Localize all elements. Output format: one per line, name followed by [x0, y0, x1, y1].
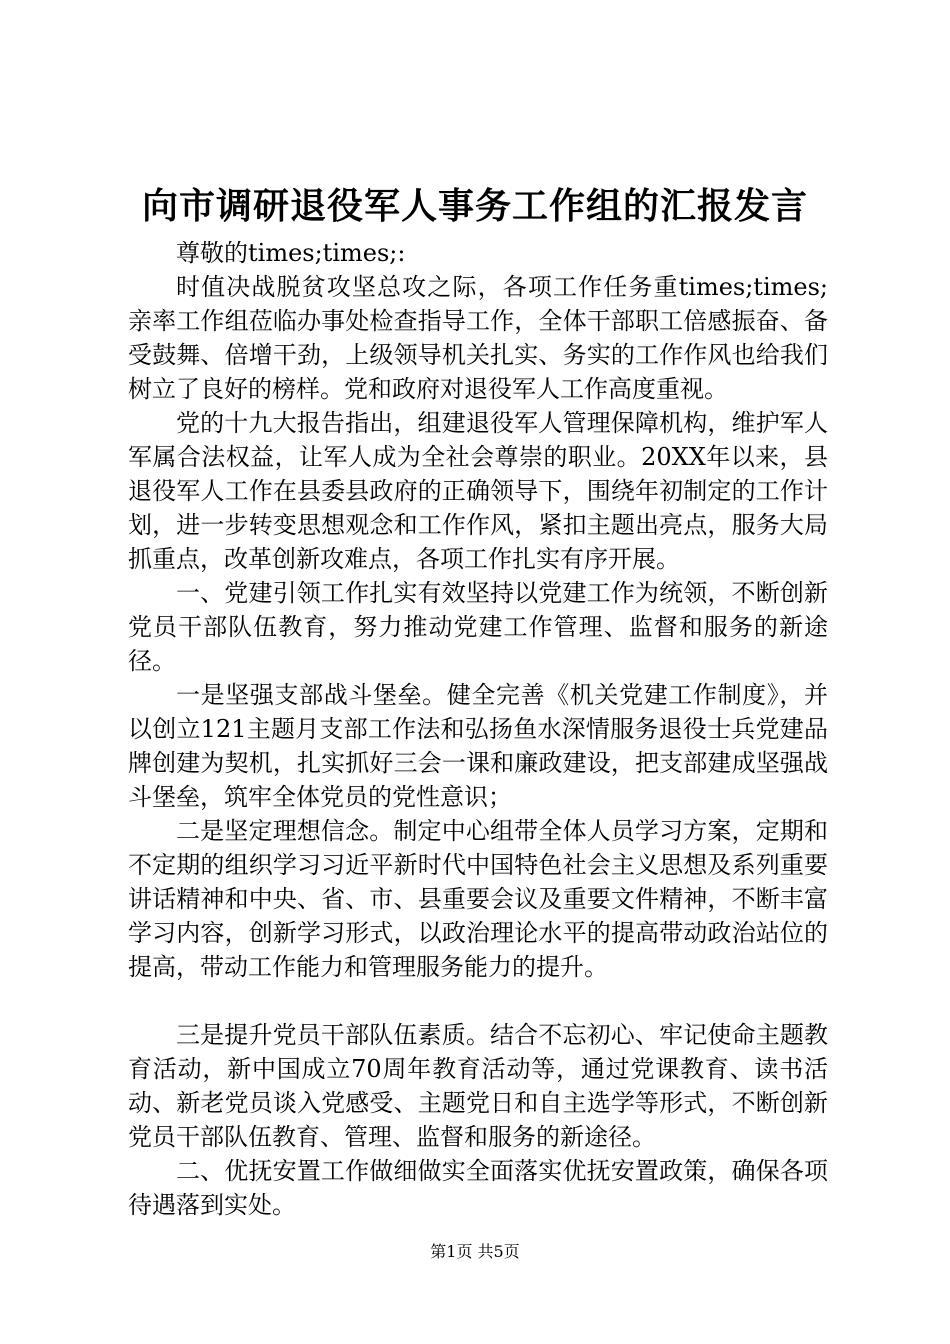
paragraph-6: 三是提升党员干部队伍素质。结合不忘初心、牢记使命主题教育活动，新中国成立70周年教育活动等，通过党课教育、读书活动、新老党员谈入党感受、主题党日和自主选学等形式，不断创新党员干部队伍教育、管理、监督和服务的新途径。 [128, 1021, 828, 1151]
paragraph-3: 一、党建引领工作扎实有效坚持以党建工作为统领，不断创新党员干部队伍教育，努力推动党建工作管理、监督和服务的新途径。 [128, 579, 828, 675]
document-title: 向市调研退役军人事务工作组的汇报发言 [141, 186, 808, 227]
paragraph-5: 二是坚定理想信念。制定中心组带全体人员学习方案，定期和不定期的组织学习习近平新时代中国特色社会主义思想及系列重要讲话精神和中央、省、市、县重要会议及重要文件精神，不断丰富学习内容，创新学习形式，以政治理论水平的提高带动政治站位的提高，带动工作能力和管理服务能力的提升。 [128, 817, 828, 981]
document-body [128, 236, 828, 1222]
salutation: 尊敬的times;times;: [176, 239, 406, 267]
paragraph-2: 党的十九大报告指出，组建退役军人管理保障机构，维护军人军属合法权益，让军人成为全社会尊崇的职业。20XX年以来，县退役军人工作在县委县政府的正确领导下，围绕年初制定的工作计划，进一步转变思想观念和工作作风，紧扣主题出亮点，服务大局抓重点，改革创新攻难点，各项工作扎实有序开展。 [128, 409, 828, 573]
paragraph-7: 二、优抚安置工作做细做实全面落实优抚安置政策，确保各项待遇落到实处。 [128, 1157, 828, 1219]
page-footer: 第1页 共5页 [430, 1242, 520, 1261]
paragraph-4: 一是坚强支部战斗堡垒。健全完善《机关党建工作制度》，并以创立121主题月支部工作法和弘扬鱼水深情服务退役士兵党建品牌创建为契机，扎实抓好三会一课和廉政建设，把支部建成坚强战斗堡垒，筑牢全体党员的党性意识； [128, 681, 828, 811]
paragraph-1: 时值决战脱贫攻坚总攻之际，各项工作任务重times;times;亲率工作组莅临办事处检查指导工作，全体干部职工倍感振奋、备受鼓舞、倍增干劲，上级领导机关扎实、务实的工作作风也给我们树立了良好的榜样。党和政府对退役军人工作高度重视。 [128, 273, 828, 403]
